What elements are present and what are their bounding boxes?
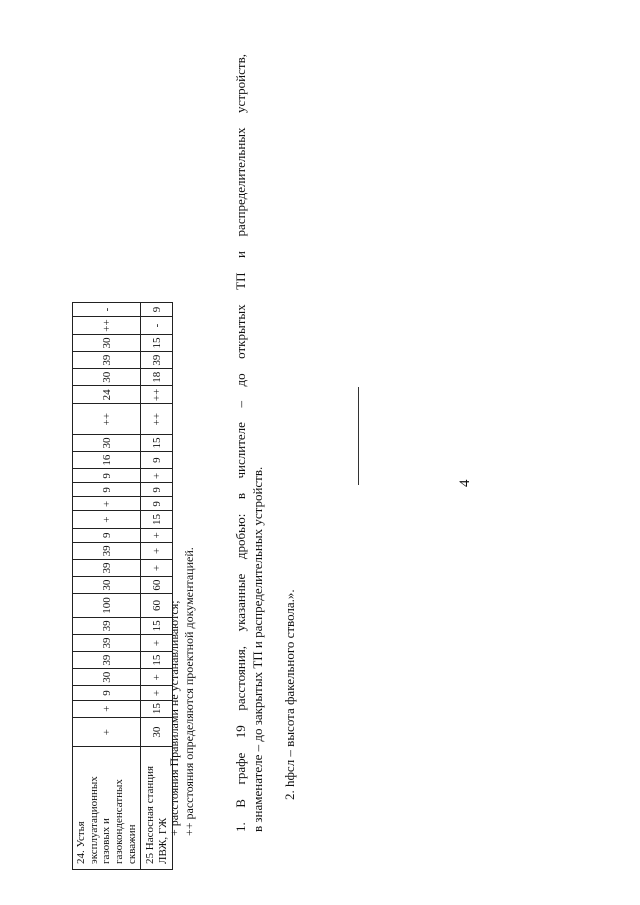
table-cell: 15 xyxy=(141,511,173,528)
table-cell: + xyxy=(141,528,173,542)
footnote-word: распределительных xyxy=(233,127,248,237)
table-cell: 60 xyxy=(141,577,173,594)
table-cell: 9 xyxy=(73,483,141,497)
table-cell: 15 xyxy=(141,617,173,634)
table-cell: ++ xyxy=(141,404,173,435)
table-cell: 100 xyxy=(73,594,141,618)
table-cell: 30 xyxy=(73,577,141,594)
footnote-word: – xyxy=(233,401,248,408)
footnote-word: до xyxy=(233,373,248,387)
table-cell: 60 xyxy=(141,594,173,618)
footnote-word: открытых xyxy=(233,304,248,359)
table-cell: + xyxy=(73,497,141,511)
table-legend xyxy=(167,547,197,836)
footnote-word: числителе xyxy=(233,422,248,479)
footnote-word: в xyxy=(233,493,248,500)
footnote-word: указанные xyxy=(233,573,248,632)
footnote-word: и xyxy=(233,250,248,258)
table-cell: + xyxy=(73,717,141,747)
table-cell: 9 xyxy=(73,528,141,542)
table-cell: - xyxy=(73,303,141,317)
page-number: 4 xyxy=(457,479,473,487)
table-cell: 30 xyxy=(73,369,141,386)
row-name: 24. Устья эксплуатационных газовых и газоконденсатных скважин xyxy=(73,747,141,870)
table-cell: 15 xyxy=(141,434,173,451)
table-cell: 39 xyxy=(141,352,173,369)
table-cell: 9 xyxy=(141,483,173,497)
distance-table xyxy=(72,302,173,870)
table-cell: 30 xyxy=(73,669,141,686)
distance-table-grid xyxy=(72,302,173,870)
separator-line xyxy=(358,387,359,485)
table-cell: 9 xyxy=(73,686,141,700)
footnote-word: 19 xyxy=(233,725,248,739)
table-cell: 18 xyxy=(141,369,173,386)
table-cell: 39 xyxy=(73,617,141,634)
table-cell: 15 xyxy=(141,652,173,669)
table-cell: + xyxy=(141,634,173,651)
table-cell: ++ xyxy=(141,386,173,404)
table-row xyxy=(73,303,141,870)
table-cell: 39 xyxy=(73,634,141,651)
row-name: 25 Насосная станция ЛВЖ, ГЖ xyxy=(141,747,173,870)
footnote-word: В xyxy=(233,799,248,808)
table-cell: 30 xyxy=(141,717,173,747)
table-cell: + xyxy=(141,686,173,700)
table-cell: 9 xyxy=(141,452,173,469)
footnote-1-line-2: в знаменателе – до закрытых ТП и распределительных устройств. xyxy=(250,466,265,832)
table-cell: 30 xyxy=(73,434,141,451)
table-cell: 39 xyxy=(73,352,141,369)
footnote-word: устройств, xyxy=(233,54,248,113)
table-cell: 30 xyxy=(73,334,141,351)
table-cell: 24 xyxy=(73,386,141,404)
footnote-word: 1. xyxy=(233,822,248,832)
footnote-word: расстояния, xyxy=(233,645,248,711)
table-cell: - xyxy=(141,317,173,335)
table-cell: 39 xyxy=(73,559,141,576)
table-cell: 9 xyxy=(73,469,141,483)
legend-line-plus: + расстояния Правилами не устанавливаются; xyxy=(167,600,181,836)
footnote-word: графе xyxy=(233,752,248,785)
table-cell: + xyxy=(141,669,173,686)
table-cell: + xyxy=(141,469,173,483)
table-cell: 39 xyxy=(73,652,141,669)
table-cell: 9 xyxy=(141,497,173,511)
table-cell: + xyxy=(141,559,173,576)
table-cell: + xyxy=(73,511,141,528)
footnote-word: дробью: xyxy=(233,513,248,560)
table-cell: + xyxy=(73,700,141,717)
table-cell: 15 xyxy=(141,334,173,351)
legend-line-double-plus: ++ расстояния определяются проектной документацией. xyxy=(182,547,196,836)
table-cell: ++ xyxy=(73,404,141,435)
footnote-word: ТП xyxy=(233,272,248,290)
table-cell: ++ xyxy=(73,317,141,335)
table-cell: 16 xyxy=(73,452,141,469)
footnote-1-line-1 xyxy=(233,54,249,832)
table-cell: 15 xyxy=(141,700,173,717)
footnote-2: 2. hфсл – высота факельного ствола.». xyxy=(282,589,297,800)
table-cell: 39 xyxy=(73,542,141,559)
table-cell: 9 xyxy=(141,303,173,317)
table-cell: + xyxy=(141,542,173,559)
footnote-1 xyxy=(233,54,266,832)
